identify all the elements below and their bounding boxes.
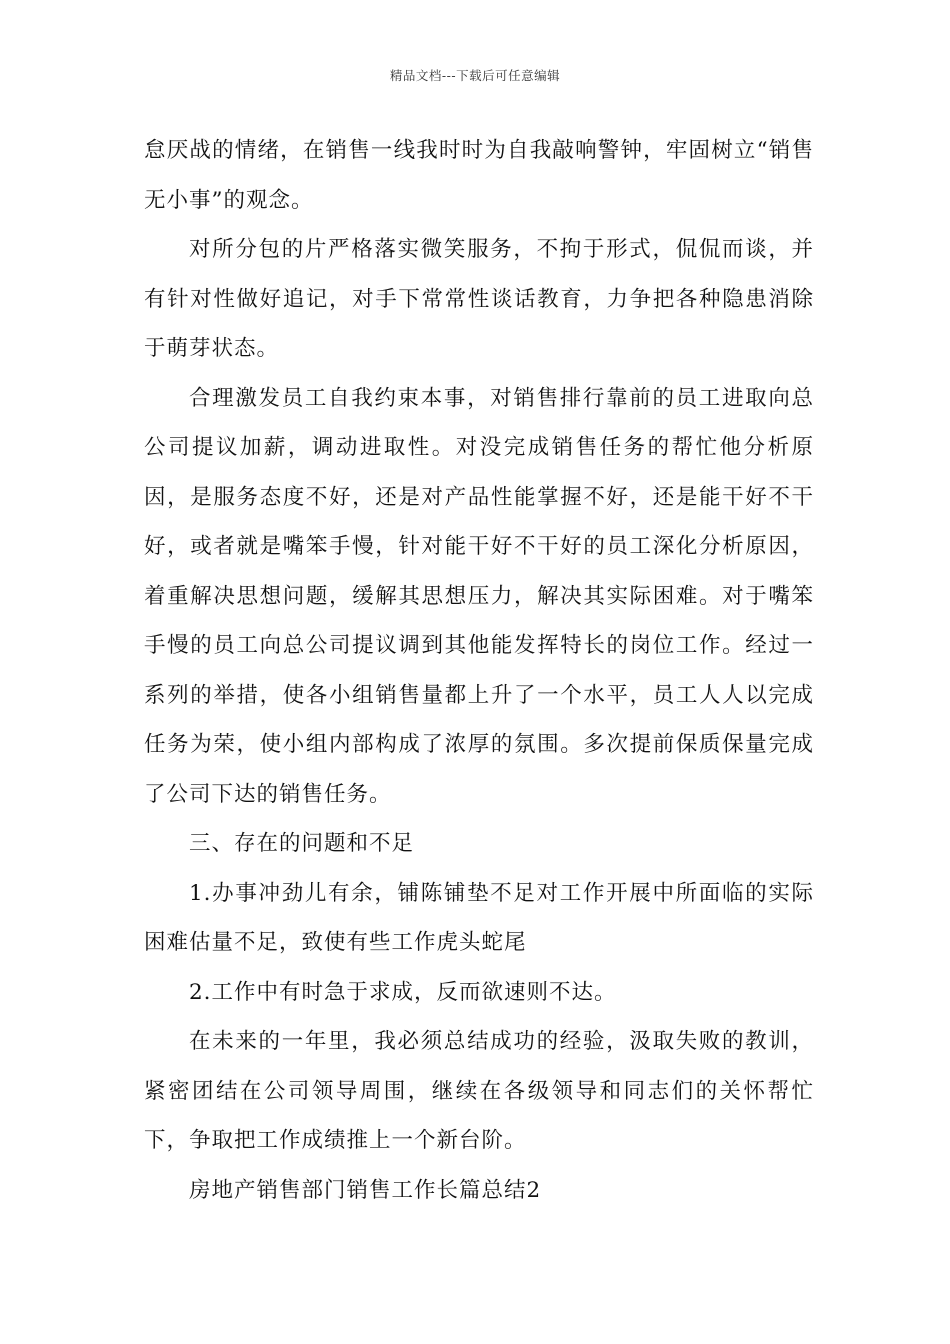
list-item: 2.工作中有时急于求成，反而欲速则不达。 <box>189 979 617 1005</box>
document-title: 房地产销售部门销售工作长篇总结2 <box>189 1177 542 1203</box>
paragraph: 在未来的一年里，我必须总结成功的经验，汲取失败的教训，紧密团结在公司领导周围，继续在各级领导和同志们的关怀帮忙下，争取把工作成绩推上一个新台阶。 <box>144 1029 814 1153</box>
paragraph: 合理激发员工自我约束本事，对销售排行靠前的员工进取向总公司提议加薪，调动进取性。对没完成销售任务的帮忙他分析原因，是服务态度不好，还是对产品性能掌握不好，还是能干好不干好，或者就是嘴笨手慢，针对能干好不干好的员工深化分析原因，着重解决思想问题，缓解其思想压力，解决其实际困难。对于嘴笨手慢的员工向总公司提议调到其他能发挥特长的岗位工作。经过一系列的举措，使各小组销售量都上升了一个水平，员工人人以完成任务为荣，使小组内部构成了浓厚的氛围。多次提前保质保量完成了公司下达的销售任务。 <box>144 385 814 807</box>
paragraph: 怠厌战的情绪，在销售一线我时时为自我敲响警钟，牢固树立“销售无小事”的观念。 <box>144 138 814 213</box>
paragraph: 对所分包的片严格落实微笑服务，不拘于形式，侃侃而谈，并有针对性做好追记，对手下常常性谈话教育，力争把各种隐患消除于萌芽状态。 <box>144 237 814 361</box>
document-body <box>144 126 814 1215</box>
page-header: 精品文档---下载后可任意编辑 <box>389 68 561 83</box>
list-item: 1.办事冲劲儿有余，铺陈铺垫不足对工作开展中所面临的实际困难估量不足，致使有些工作虎头蛇尾 <box>144 880 814 955</box>
section-heading: 三、存在的问题和不足 <box>189 831 415 856</box>
